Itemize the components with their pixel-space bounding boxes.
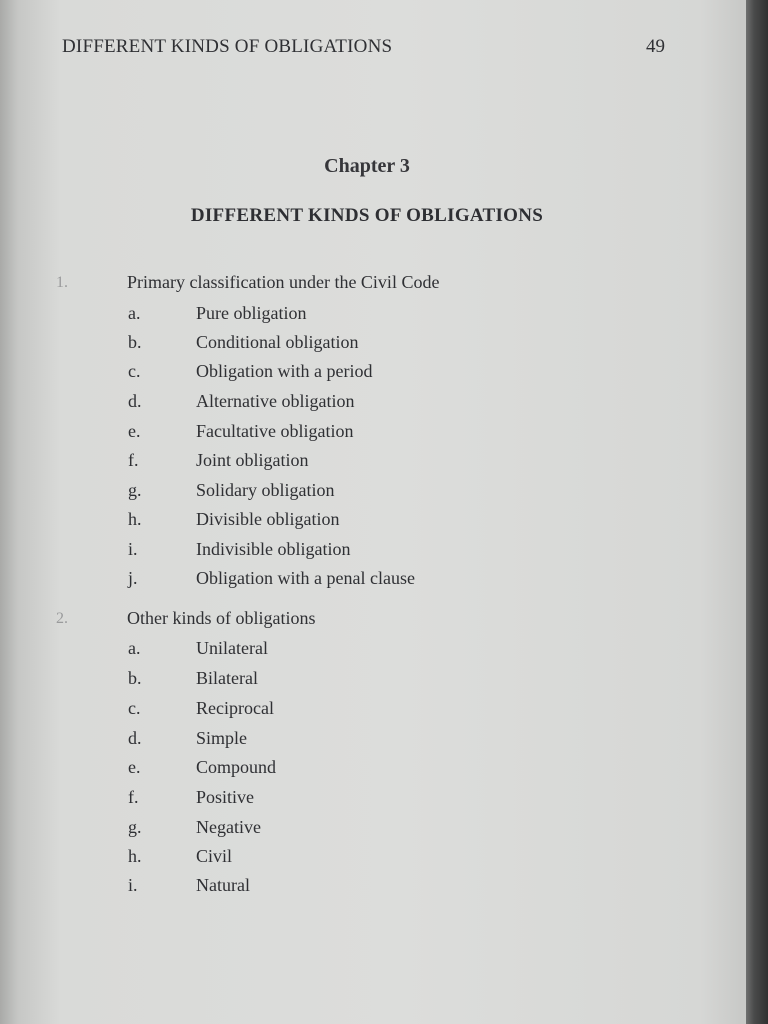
item-text: Divisible obligation	[196, 509, 340, 529]
item-text: Negative	[196, 817, 261, 837]
item-text: Conditional obligation	[196, 332, 359, 352]
item-text: Solidary obligation	[196, 480, 335, 500]
chapter-label: Chapter 3	[324, 155, 410, 177]
item-text: Pure obligation	[196, 303, 307, 323]
book-spine-shadow	[746, 0, 768, 1024]
item-letter: c.	[128, 361, 141, 381]
item-text: Positive	[196, 787, 255, 807]
section-heading: Other kinds of obligations	[127, 608, 316, 628]
item-letter: g.	[128, 817, 142, 837]
item-letter: g.	[128, 480, 142, 500]
page-number: 49	[646, 36, 665, 57]
item-text: Bilateral	[196, 668, 258, 688]
item-letter: d.	[128, 728, 142, 748]
item-letter: b.	[128, 668, 142, 688]
item-letter: i.	[128, 875, 138, 895]
item-text: Natural	[196, 875, 250, 895]
chapter-title: DIFFERENT KINDS OF OBLIGATIONS	[190, 205, 544, 226]
item-letter: d.	[128, 391, 142, 411]
item-letter: e.	[128, 757, 141, 777]
item-text: Reciprocal	[196, 698, 274, 718]
item-text: Facultative obligation	[196, 421, 354, 441]
item-letter: i.	[128, 539, 138, 559]
item-letter: a.	[128, 638, 141, 658]
item-letter: h.	[128, 509, 142, 529]
item-letter: h.	[128, 846, 142, 866]
item-text: Joint obligation	[196, 450, 309, 470]
item-letter: e.	[128, 421, 141, 441]
section-number: 2.	[56, 610, 68, 627]
item-text: Unilateral	[196, 638, 268, 658]
item-text: Civil	[196, 846, 233, 866]
item-letter: f.	[128, 787, 139, 807]
item-text: Obligation with a penal clause	[196, 568, 415, 588]
item-text: Indivisible obligation	[196, 539, 351, 559]
item-text: Alternative obligation	[196, 391, 355, 411]
item-text: Compound	[196, 757, 277, 777]
item-letter: j.	[128, 568, 138, 588]
item-letter: a.	[128, 303, 141, 323]
running-title: DIFFERENT KINDS OF OBLIGATIONS	[62, 36, 393, 57]
item-letter: c.	[128, 698, 141, 718]
section-number: 1.	[56, 274, 68, 291]
item-letter: f.	[128, 450, 139, 470]
item-text: Simple	[196, 728, 248, 748]
item-text: Obligation with a period	[196, 361, 373, 381]
item-letter: b.	[128, 332, 142, 352]
section-heading: Primary classification under the Civil Code	[127, 272, 440, 292]
